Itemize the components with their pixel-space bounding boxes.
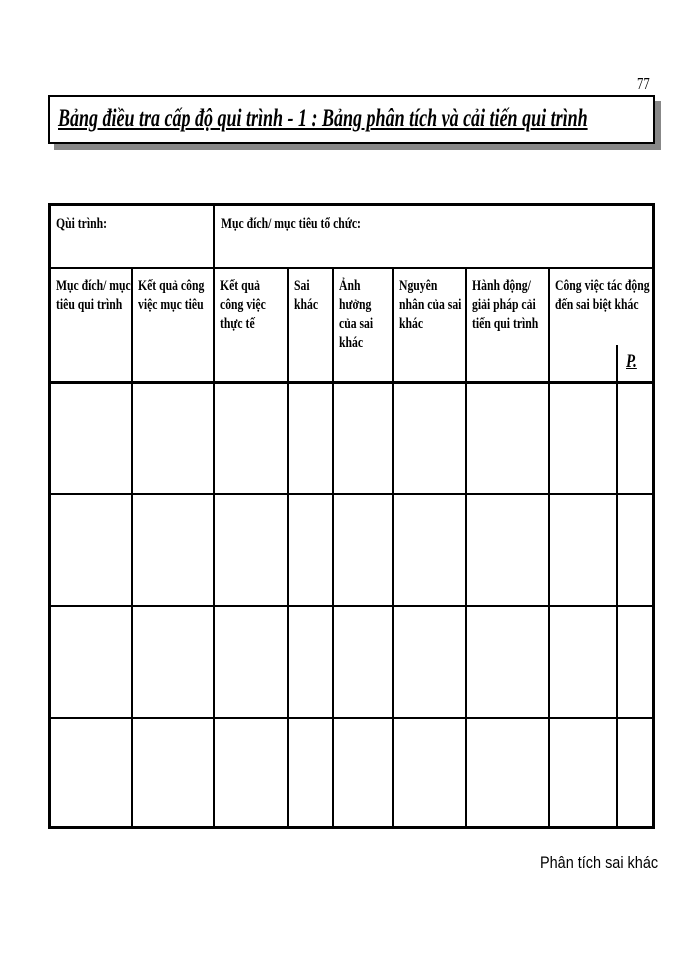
column-header-1: việc mục tiêu xyxy=(138,297,204,313)
column-header-2: thực tế xyxy=(220,316,255,332)
column-divider xyxy=(465,267,467,829)
column-divider xyxy=(616,381,618,829)
org-goal-label: Mục đích/ mục tiêu tổ chức: xyxy=(221,216,361,232)
column-header-4: khác xyxy=(339,335,364,351)
page-number: 77 xyxy=(637,74,650,93)
column-header-5: Nguyên xyxy=(399,278,438,294)
column-divider xyxy=(332,267,334,829)
column-header-0: tiêu qui trình xyxy=(56,297,123,313)
column-header-1: Kết quả công xyxy=(138,278,205,294)
column-divider xyxy=(213,203,215,267)
column-header-2: Kết quả xyxy=(220,278,260,294)
column-divider xyxy=(213,267,215,829)
title-box xyxy=(48,95,655,144)
process-label: Qùi trình: xyxy=(56,216,108,232)
column-header-4: của sai xyxy=(339,316,374,332)
sub-label-p: P. xyxy=(626,351,637,372)
page-title: Bảng điều tra cấp độ qui trình - 1 : Bảng phân tích và cải tiến qui trình xyxy=(58,105,588,132)
column-divider xyxy=(616,345,618,381)
row-divider xyxy=(48,267,655,269)
column-header-7: Công việc tác động xyxy=(555,278,650,294)
column-divider xyxy=(392,267,394,829)
column-header-6: tiến qui trình xyxy=(472,316,539,332)
column-header-0: Mục đích/ mục xyxy=(56,278,131,294)
row-divider xyxy=(48,717,655,719)
column-header-4: hưởng xyxy=(339,297,372,313)
row-divider xyxy=(48,381,655,384)
column-header-6: Hành động/ xyxy=(472,278,531,294)
column-header-2: công việc xyxy=(220,297,266,313)
row-divider xyxy=(48,605,655,607)
row-divider xyxy=(48,493,655,495)
column-header-3: khác xyxy=(294,297,319,313)
column-header-5: nhân của sai xyxy=(399,297,462,313)
column-divider xyxy=(287,267,289,829)
column-header-5: khác xyxy=(399,316,424,332)
column-header-3: Sai xyxy=(294,278,310,294)
column-header-7: đến sai biệt khác xyxy=(555,297,639,313)
column-divider xyxy=(548,267,550,829)
footer-caption: Phân tích sai khác xyxy=(540,853,659,872)
column-header-4: Ảnh xyxy=(339,278,361,294)
column-header-6: giải pháp cải xyxy=(472,297,536,313)
column-divider xyxy=(131,267,133,829)
